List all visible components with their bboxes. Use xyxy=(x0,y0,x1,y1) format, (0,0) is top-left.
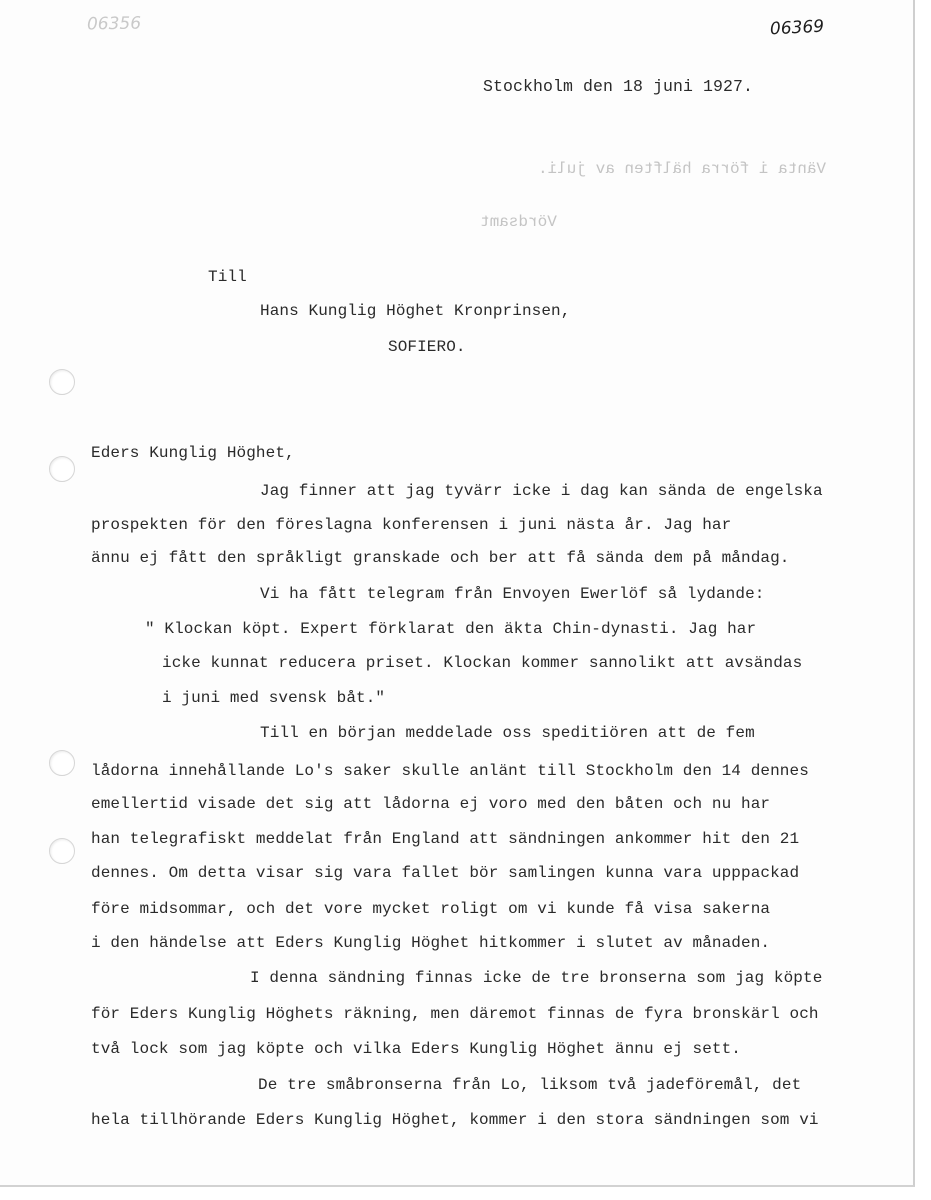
recipient-place: SOFIERO. xyxy=(388,338,466,356)
date-line: Stockholm den 18 juni 1927. xyxy=(483,77,754,96)
punch-hole-1 xyxy=(49,369,75,395)
body-line: De tre småbronserna från Lo, liksom två jadeföremål, det xyxy=(258,1076,802,1094)
body-line: för Eders Kunglig Höghets räkning, men däremot finnas de fyra bronskärl och xyxy=(91,1005,819,1023)
punch-hole-4 xyxy=(49,838,75,864)
recipient-name: Hans Kunglig Höghet Kronprinsen, xyxy=(260,302,571,320)
body-line: hela tillhörande Eders Kunglig Höghet, kommer i den stora sändningen som vi xyxy=(91,1111,819,1129)
telegram-line: " Klockan köpt. Expert förklarat den äkta Chin-dynasti. Jag har xyxy=(145,620,757,638)
body-line: prospekten för den föreslagna konferensen i juni nästa år. Jag har xyxy=(91,516,732,534)
body-line: två lock som jag köpte och vilka Eders Kunglig Höghet ännu ej sett. xyxy=(91,1040,742,1058)
body-line: i den händelse att Eders Kunglig Höghet hitkommer i slutet av månaden. xyxy=(91,934,771,952)
body-line: emellertid visade det sig att lådorna ej voro med den båten och nu har xyxy=(91,795,771,813)
body-line: ännu ej fått den språkligt granskade och ber att få sända dem på måndag. xyxy=(91,549,790,567)
telegram-line: i juni med svensk båt." xyxy=(162,689,386,707)
handwritten-document-id: 06369 xyxy=(769,16,825,40)
recipient-label: Till xyxy=(208,268,247,286)
body-line: han telegrafiskt meddelat från England att sändningen ankommer hit den 21 xyxy=(91,830,800,848)
archive-number-stamp: 06356 xyxy=(86,13,142,35)
salutation: Eders Kunglig Höghet, xyxy=(91,444,295,462)
ghost-text-line-2: Vördsamt xyxy=(480,213,557,231)
punch-hole-3 xyxy=(49,750,75,776)
body-line: Jag finner att jag tyvärr icke i dag kan sända de engelska xyxy=(260,482,823,500)
body-line: Vi ha fått telegram från Envoyen Ewerlöf så lydande: xyxy=(260,585,765,603)
body-line: före midsommar, och det vore mycket roligt om vi kunde få visa sakerna xyxy=(91,900,771,918)
punch-hole-2 xyxy=(49,456,75,482)
ghost-text-line-1: Vänta i förra hälften av juli. xyxy=(538,160,827,178)
body-line: lådorna innehållande Lo's saker skulle anlänt till Stockholm den 14 dennes xyxy=(91,762,809,780)
body-line: I denna sändning finnas icke de tre bronserna som jag köpte xyxy=(250,969,823,987)
body-line: Till en början meddelade oss speditiören att de fem xyxy=(260,724,755,742)
telegram-line: icke kunnat reducera priset. Klockan kommer sannolikt att avsändas xyxy=(162,654,803,672)
body-line: dennes. Om detta visar sig vara fallet bör samlingen kunna vara upppackad xyxy=(91,864,800,882)
